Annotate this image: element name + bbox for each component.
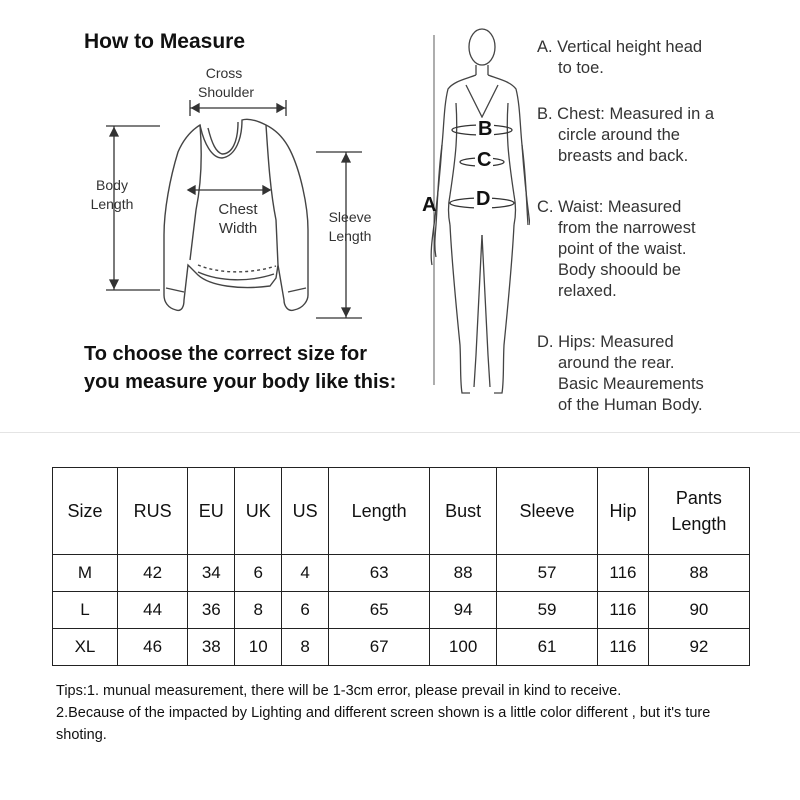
- label-line: Length: [328, 228, 372, 244]
- table-cell: 38: [188, 629, 235, 666]
- header-line: Pants: [675, 488, 722, 508]
- table-cell: 8: [235, 592, 282, 629]
- table-cell: 63: [329, 555, 430, 592]
- human-figure-diagram: [420, 25, 530, 405]
- table-header-row: [53, 468, 750, 555]
- figure-letter-c: C: [477, 149, 492, 171]
- header-sleeve: Sleeve: [497, 468, 598, 555]
- description-line: B. Chest: Measured in a: [537, 105, 715, 123]
- table-cell: 4: [282, 555, 329, 592]
- table-row: [53, 629, 750, 666]
- table-cell: XL: [53, 629, 118, 666]
- description-line: Basic Meaurements: [558, 375, 704, 393]
- figure-letter-a: A: [422, 194, 437, 216]
- description-a: [537, 37, 797, 79]
- table-cell: 46: [117, 629, 187, 666]
- table-cell: 88: [648, 555, 749, 592]
- choose-line: To choose the correct size for: [84, 343, 368, 365]
- description-line: from the narrowest: [558, 219, 696, 237]
- table-cell: 61: [497, 629, 598, 666]
- sleeve-length-label: [322, 208, 378, 246]
- table-cell: 57: [497, 555, 598, 592]
- table-cell: L: [53, 592, 118, 629]
- header-eu: EU: [188, 468, 235, 555]
- choose-instruction: [84, 340, 396, 396]
- label-line: Chest: [218, 201, 258, 218]
- header-bust: Bust: [430, 468, 497, 555]
- table-cell: 36: [188, 592, 235, 629]
- label-line: Width: [218, 220, 258, 237]
- size-chart-table: [52, 467, 750, 666]
- table-cell: 8: [282, 629, 329, 666]
- table-cell: 116: [598, 592, 649, 629]
- table-cell: 59: [497, 592, 598, 629]
- label-line: Sleeve: [328, 209, 372, 225]
- table-row: [53, 592, 750, 629]
- description-line: A. Vertical height head: [537, 38, 703, 56]
- table-cell: 65: [329, 592, 430, 629]
- table-cell: 34: [188, 555, 235, 592]
- table-cell: 88: [430, 555, 497, 592]
- table-cell: 6: [282, 592, 329, 629]
- header-line: Length: [671, 514, 727, 534]
- description-line: around the rear.: [558, 354, 675, 372]
- section-divider: [0, 432, 800, 433]
- tips-line: 2.Because of the impacted by Lighting and different screen shown is a little color different , but it's ture shoting.: [56, 705, 711, 743]
- description-line: circle around the: [558, 126, 680, 144]
- table-cell: 92: [648, 629, 749, 666]
- description-c: [537, 197, 797, 302]
- figure-letter-d: D: [476, 188, 491, 210]
- label-line: Cross: [205, 65, 243, 81]
- header-rus: RUS: [117, 468, 187, 555]
- table-cell: 67: [329, 629, 430, 666]
- header-us: US: [282, 468, 329, 555]
- header-uk: UK: [235, 468, 282, 555]
- description-line: relaxed.: [558, 282, 617, 300]
- description-line: of the Human Body.: [558, 396, 703, 414]
- table-cell: 6: [235, 555, 282, 592]
- table-cell: 90: [648, 592, 749, 629]
- table-cell: M: [53, 555, 118, 592]
- label-line: Shoulder: [198, 84, 255, 100]
- description-line: C. Waist: Measured: [537, 198, 682, 216]
- table-cell: 116: [598, 629, 649, 666]
- page-title: How to Measure: [84, 30, 246, 53]
- header-pants-length: [648, 468, 749, 555]
- description-d: [537, 332, 797, 416]
- header-size: Size: [53, 468, 118, 555]
- description-line: Body shoould be: [558, 261, 681, 279]
- choose-line: you measure your body like this:: [84, 371, 397, 393]
- tips-line: Tips:1. munual measurement, there will be 1-3cm error, please prevail in kind to receive.: [56, 683, 622, 699]
- description-line: to toe.: [558, 59, 604, 77]
- label-line: Length: [90, 196, 134, 212]
- table-cell: 94: [430, 592, 497, 629]
- table-cell: 10: [235, 629, 282, 666]
- chest-width-label: [208, 200, 268, 238]
- body-length-label: [88, 176, 136, 214]
- table-cell: 116: [598, 555, 649, 592]
- figure-letter-b: B: [478, 118, 493, 140]
- table-row: [53, 555, 750, 592]
- table-cell: 100: [430, 629, 497, 666]
- tips-note: [56, 680, 756, 746]
- cross-shoulder-label: [198, 64, 255, 102]
- table-cell: 42: [117, 555, 187, 592]
- description-b: [537, 104, 797, 167]
- description-line: point of the waist.: [558, 240, 687, 258]
- header-length: Length: [329, 468, 430, 555]
- label-line: Body: [96, 177, 128, 193]
- table-cell: 44: [117, 592, 187, 629]
- description-line: breasts and back.: [558, 147, 689, 165]
- header-hip: Hip: [598, 468, 649, 555]
- description-line: D. Hips: Measured: [537, 333, 674, 351]
